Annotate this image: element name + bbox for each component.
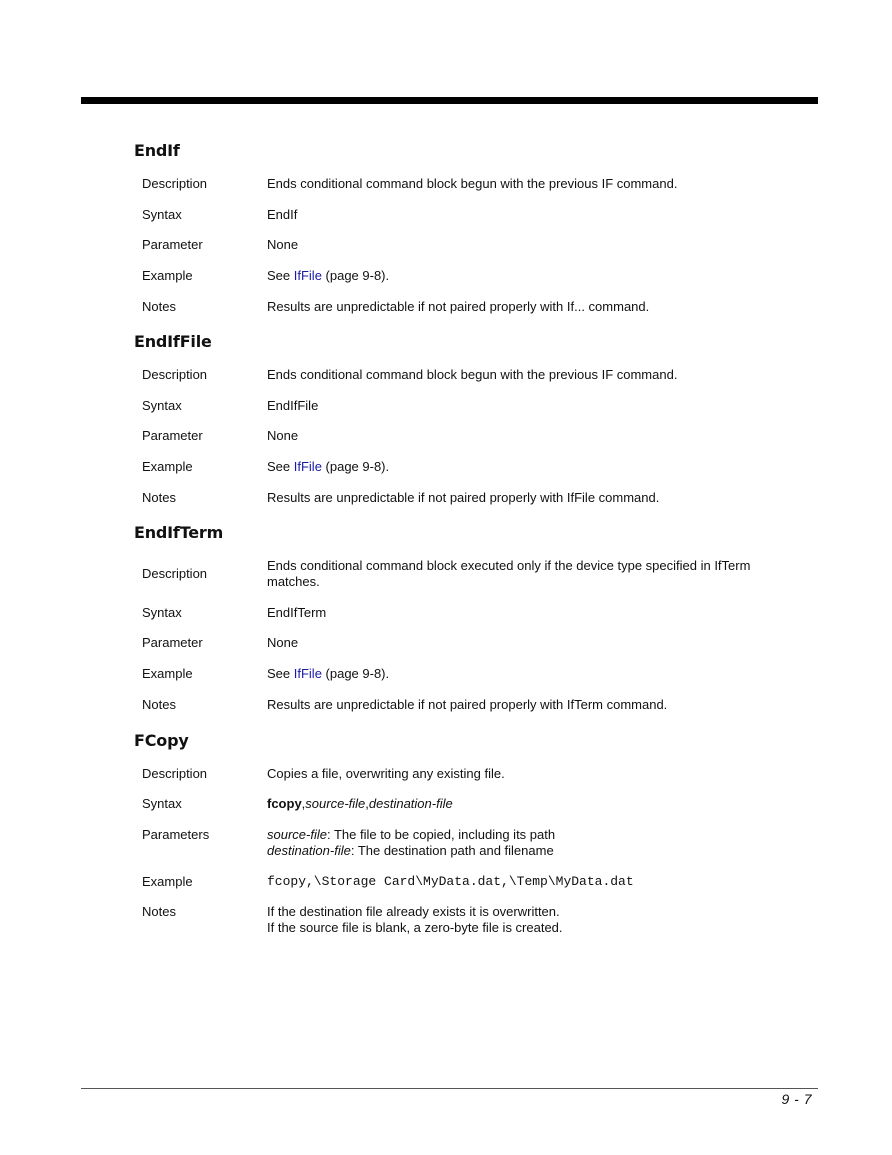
row-label: Description: [142, 566, 208, 581]
description-line-1: Ends conditional command block executed only if the device type specified in IfTerm: [267, 558, 751, 573]
row-label: Parameters: [142, 827, 210, 842]
row-label: Parameter: [142, 428, 203, 443]
row-label: Syntax: [142, 207, 182, 222]
row-value: EndIf: [267, 207, 298, 222]
row-value: EndIfFile: [267, 398, 319, 413]
row-label: Example: [142, 268, 193, 283]
iffile-link[interactable]: IfFile: [293, 459, 322, 474]
note-line-2: If the source file is blank, a zero-byte file is created.: [267, 920, 563, 935]
separator: ,: [301, 796, 306, 811]
param-name: source-file: [267, 827, 327, 842]
row-value: [267, 268, 767, 284]
param-name: destination-file: [267, 843, 351, 858]
row-value: [267, 827, 767, 859]
row-value: [267, 459, 767, 475]
source-file-arg: source-file: [305, 796, 366, 811]
row-label: Example: [142, 666, 193, 681]
page-number: 9 - 7: [781, 1091, 812, 1107]
row-value: Copies a file, overwriting any existing file.: [267, 766, 505, 781]
header-rule: [81, 97, 818, 104]
command-name: fcopy: [267, 796, 302, 811]
row-label: Notes: [142, 904, 176, 919]
page-ref-text: (page 9-8).: [321, 459, 390, 474]
section-title: FCopy: [134, 731, 189, 750]
section-title: EndIfTerm: [134, 523, 224, 542]
row-label: Example: [142, 874, 193, 889]
row-value: Results are unpredictable if not paired properly with IfFile command.: [267, 490, 660, 505]
example-code: fcopy,\Storage Card\MyData.dat,\Temp\MyData.dat: [267, 874, 634, 889]
row-value: None: [267, 428, 299, 443]
row-label: Description: [142, 766, 208, 781]
row-value: Results are unpredictable if not paired properly with If... command.: [267, 299, 650, 314]
row-label: Syntax: [142, 605, 182, 620]
row-value: [267, 796, 767, 812]
see-text: See: [267, 459, 294, 474]
footer-rule: [81, 1088, 818, 1089]
row-label: Parameter: [142, 635, 203, 650]
row-label: Notes: [142, 490, 176, 505]
row-value: Ends conditional command block begun with the previous IF command.: [267, 367, 678, 382]
row-value: Results are unpredictable if not paired properly with IfTerm command.: [267, 697, 668, 712]
row-label: Parameter: [142, 237, 203, 252]
row-label: Example: [142, 459, 193, 474]
row-label: Syntax: [142, 796, 182, 811]
section-title: EndIfFile: [134, 332, 212, 351]
row-label: Notes: [142, 697, 176, 712]
row-value: [267, 666, 767, 682]
iffile-link[interactable]: IfFile: [293, 268, 322, 283]
page-ref-text: (page 9-8).: [321, 666, 390, 681]
iffile-link[interactable]: IfFile: [293, 666, 322, 681]
row-value: [267, 558, 767, 590]
row-label: Notes: [142, 299, 176, 314]
separator: ,: [365, 796, 369, 811]
row-value: None: [267, 237, 299, 252]
description-line-2: matches.: [267, 574, 320, 589]
row-label: Description: [142, 176, 208, 191]
row-value: EndIfTerm: [267, 605, 327, 620]
row-label: Syntax: [142, 398, 182, 413]
note-line-1: If the destination file already exists it is overwritten.: [267, 904, 560, 919]
see-text: See: [267, 268, 294, 283]
row-value: None: [267, 635, 299, 650]
row-value: Ends conditional command block begun with the previous IF command.: [267, 176, 678, 191]
row-label: Description: [142, 367, 208, 382]
page-ref-text: (page 9-8).: [321, 268, 390, 283]
param-description: : The file to be copied, including its path: [326, 827, 556, 842]
row-value: [267, 904, 767, 936]
destination-file-arg: destination-file: [368, 796, 453, 811]
see-text: See: [267, 666, 294, 681]
section-title: EndIf: [134, 141, 180, 160]
param-description: : The destination path and filename: [350, 843, 554, 858]
